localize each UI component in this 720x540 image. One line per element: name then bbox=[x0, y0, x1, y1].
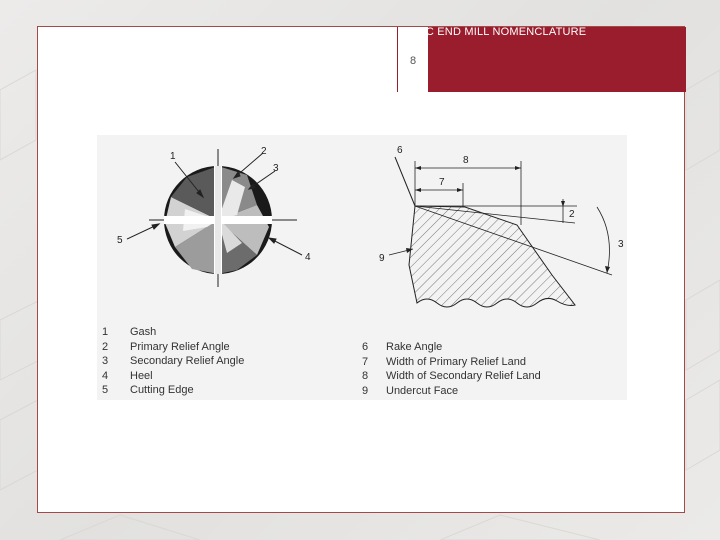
legend-item: 2 Primary Relief Angle bbox=[102, 340, 230, 353]
callout-1: 1 bbox=[170, 151, 176, 162]
callout-9: 9 bbox=[379, 253, 385, 264]
legend-item: 7 Width of Primary Relief Land bbox=[362, 355, 526, 368]
legend-item: 1 Gash bbox=[102, 326, 157, 338]
legend-left bbox=[102, 325, 244, 398]
callout-3: 3 bbox=[273, 163, 279, 174]
callout-8: 8 bbox=[463, 155, 469, 166]
legend-item: 8 Width of Secondary Relief Land bbox=[362, 370, 541, 382]
legend-item: 3 Secondary Relief Angle bbox=[102, 355, 245, 367]
callout-3b: 3 bbox=[618, 239, 624, 250]
callout-5: 5 bbox=[117, 235, 123, 246]
legend-right bbox=[362, 340, 541, 398]
slide-title: BASIC END MILL NOMENCLATURE bbox=[400, 26, 587, 38]
callout-4: 4 bbox=[305, 252, 311, 263]
end-view-diagram bbox=[117, 146, 311, 287]
callout-7: 7 bbox=[439, 177, 445, 188]
legend-item: 9 Undercut Face bbox=[362, 384, 459, 397]
legend-item: 5 Cutting Edge bbox=[102, 384, 194, 396]
callout-2: 2 bbox=[261, 146, 267, 157]
legend-item: 6 Rake Angle bbox=[362, 341, 443, 353]
callout-6: 6 bbox=[397, 145, 403, 156]
tooth-profile-diagram bbox=[379, 145, 624, 307]
slide-number: 8 bbox=[397, 27, 429, 92]
legend-item: 4 Heel bbox=[102, 369, 153, 382]
callout-2b: 2 bbox=[569, 209, 575, 220]
